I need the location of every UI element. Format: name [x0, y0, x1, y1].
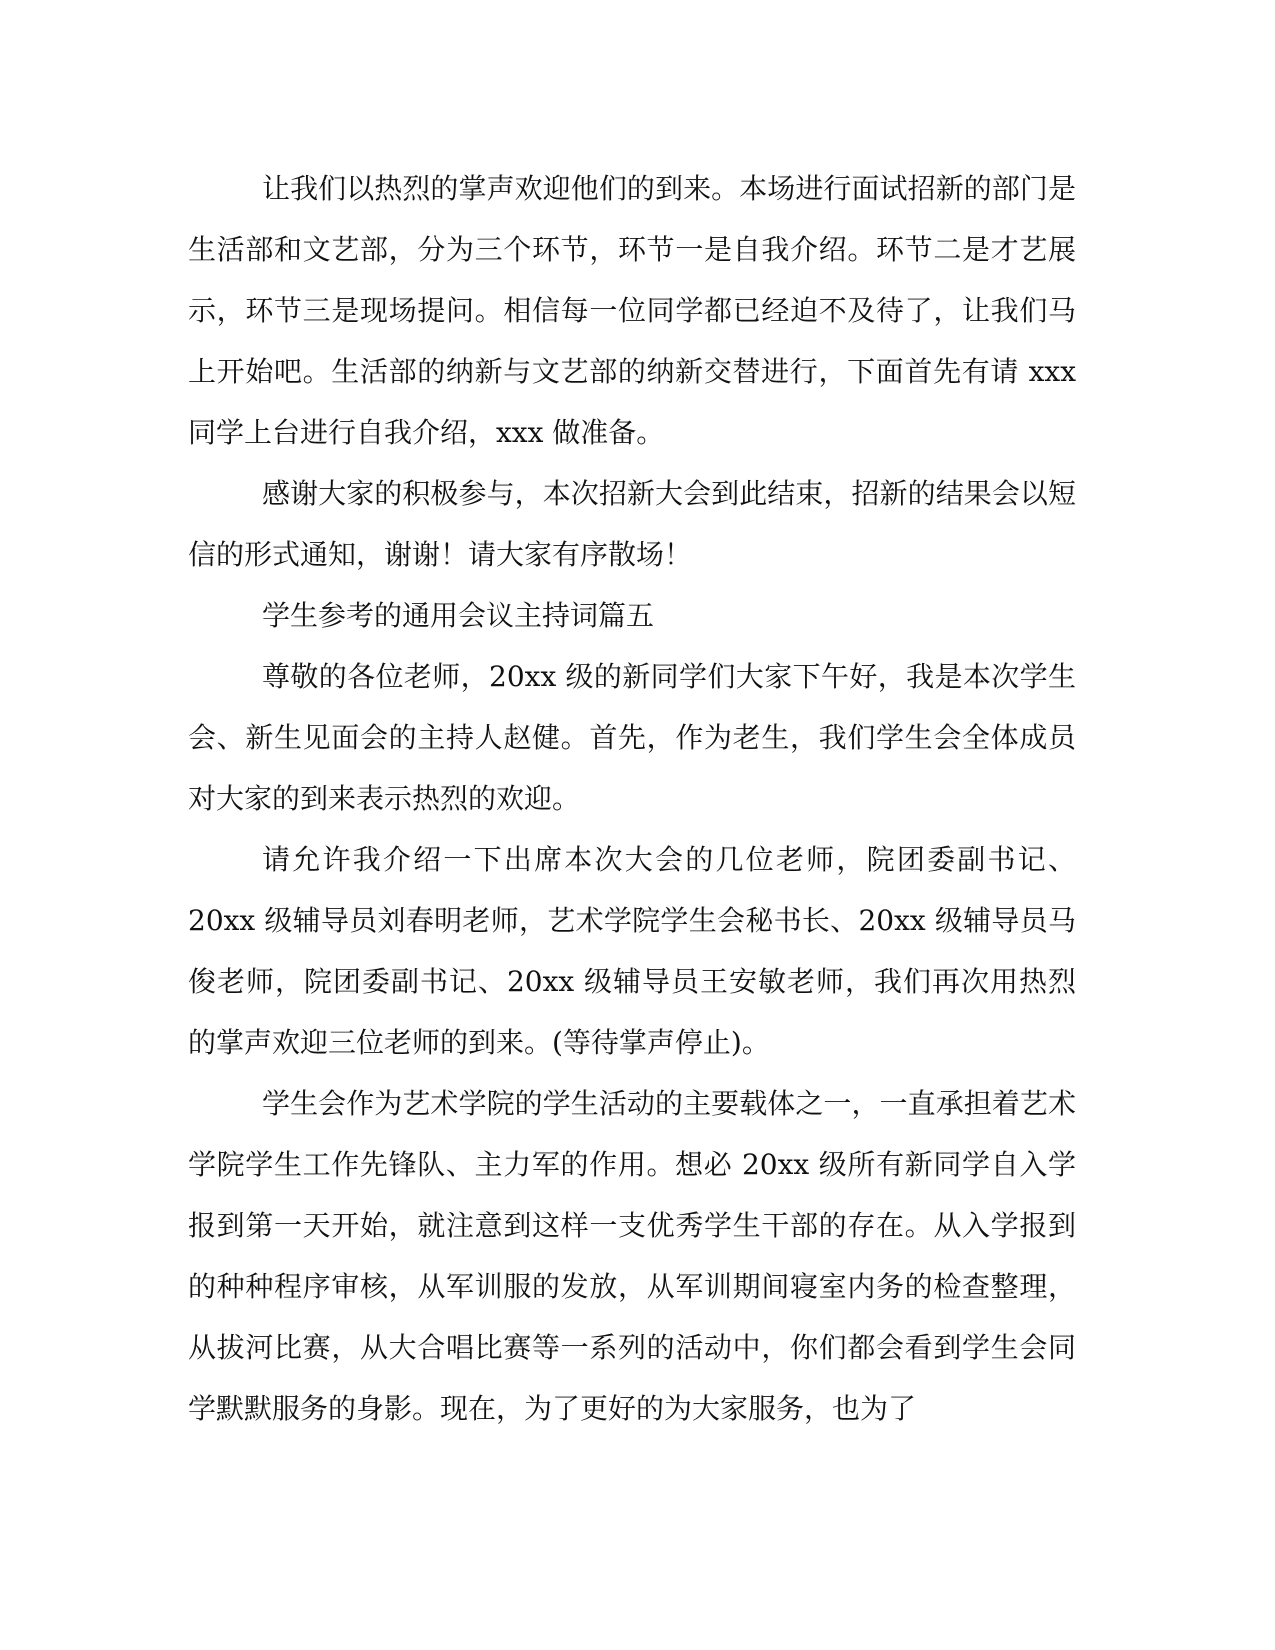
- paragraph-intro: 让我们以热烈的掌声欢迎他们的到来。本场进行面试招新的部门是生活部和文艺部，分为三个环节，环节一是自我介绍。环节二是才艺展示，环节三是现场提问。相信每一位同学都已经迫不及待了，让我们马上开始吧。生活部的纳新与文艺部的纳新交替进行，下面首先有请 xxx 同学上台进行自我介绍，xxx 做准备。: [188, 172, 1076, 449]
- document-body: [188, 158, 1076, 1439]
- paragraph-student-union: 学生会作为艺术学院的学生活动的主要载体之一，一直承担着艺术学院学生工作先锋队、主力军的作用。想必 20xx 级所有新同学自入学报到第一天开始，就注意到这样一支优秀学生干部的存在。从入学报到的种种程序审核，从军训服的发放，从军训期间寝室内务的检查整理，从拔河比赛，从大合唱比赛等一系列的活动中，你们都会看到学生会同学默默服务的身影。现在，为了更好的为大家服务，也为了: [188, 1087, 1076, 1425]
- section-heading: 学生参考的通用会议主持词篇五: [262, 599, 655, 632]
- paragraph-teachers: 请允许我介绍一下出席本次大会的几位老师，院团委副书记、20xx 级辅导员刘春明老师，艺术学院学生会秘书长、20xx 级辅导员马俊老师，院团委副书记、20xx 级辅导员王安敏老师，我们再次用热烈的掌声欢迎三位老师的到来。(等待掌声停止)。: [188, 843, 1076, 1059]
- paragraph-greeting: 尊敬的各位老师，20xx 级的新同学们大家下午好，我是本次学生会、新生见面会的主持人赵健。首先，作为老生，我们学生会全体成员对大家的到来表示热烈的欢迎。: [188, 660, 1076, 815]
- paragraph-closing: 感谢大家的积极参与，本次招新大会到此结束，招新的结果会以短信的形式通知，谢谢！请大家有序散场！: [188, 477, 1076, 571]
